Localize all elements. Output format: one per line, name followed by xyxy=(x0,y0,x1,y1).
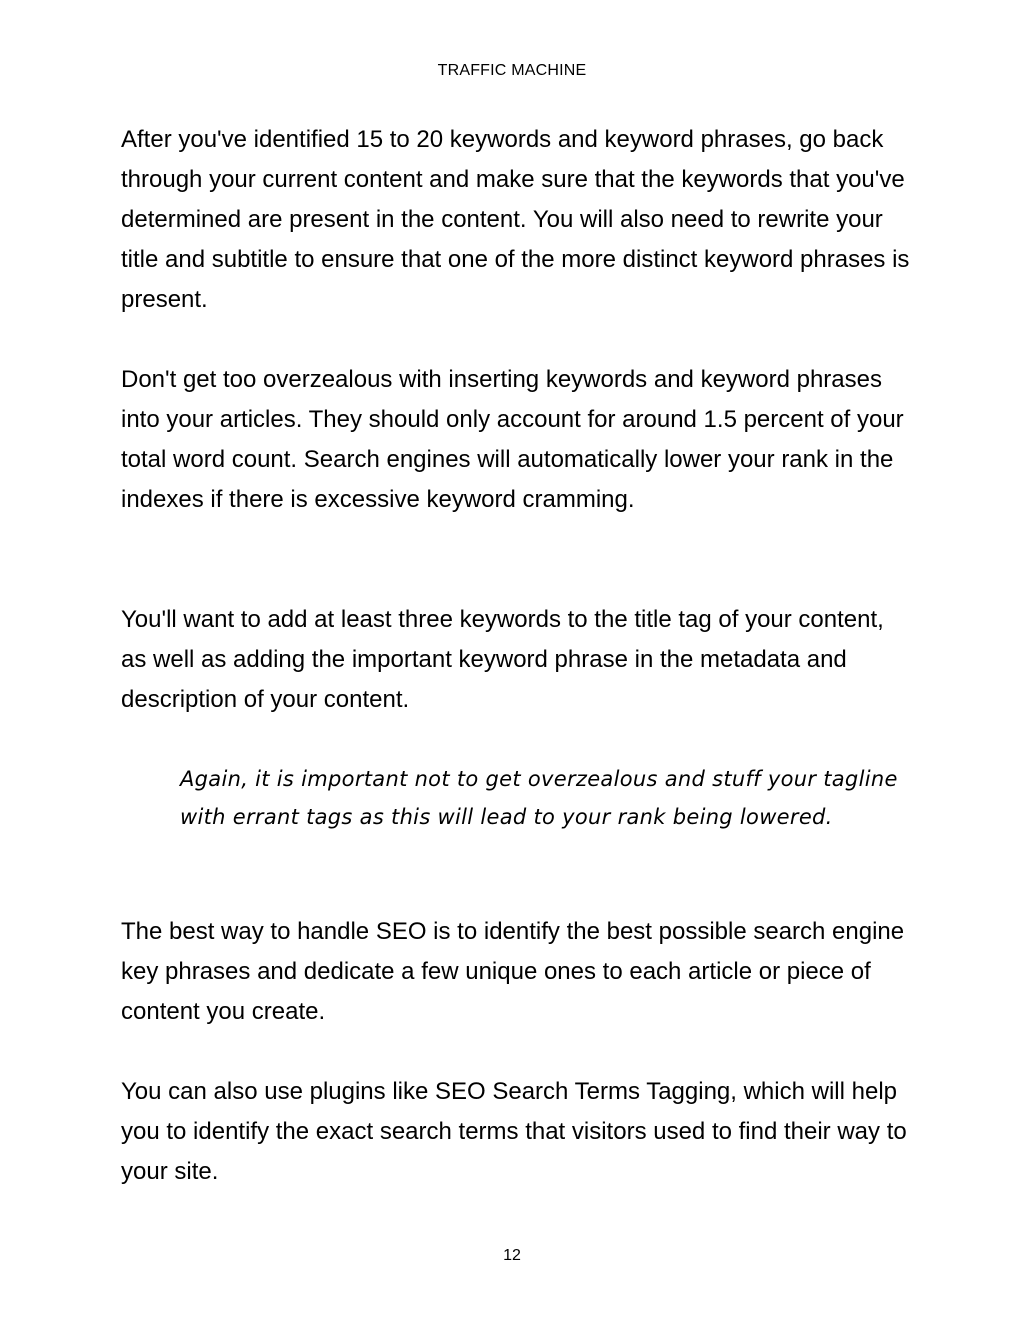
paragraph-title-tag: You'll want to add at least three keywords to the title tag of your content, as well as adding the important keyword phrase in the metadata and description of your content. xyxy=(121,606,884,713)
paragraph-seo-plugins: You can also use plugins like SEO Search Terms Tagging, which will help you to identify the exact search terms that visitors used to find their way to your site. xyxy=(121,1078,907,1185)
paragraph-keyword-review: After you've identified 15 to 20 keywords and keyword phrases, go back through your current content and make sure that the keywords that you've determined are present in the content. You will also need to rewrite your title and subtitle to ensure that one of the more distinct keyword phrases is present. xyxy=(121,126,910,313)
page-number: 12 xyxy=(503,1247,521,1264)
paragraph-keyword-density: Don't get too overzealous with inserting keywords and keyword phrases into your articles. They should only account for around 1.5 percent of your total word count. Search engines will automatically lower your rank in the indexes if there is excessive keyword cramming. xyxy=(121,366,904,513)
italic-callout: Again, it is important not to get overzealous and stuff your tagline with errant tags as this will lead to your rank being lowered. xyxy=(180,767,898,829)
running-header: TRAFFIC MACHINE xyxy=(437,62,587,79)
paragraph-seo-strategy: The best way to handle SEO is to identify the best possible search engine key phrases and dedicate a few unique ones to each article or piece of content you create. xyxy=(121,918,905,1025)
